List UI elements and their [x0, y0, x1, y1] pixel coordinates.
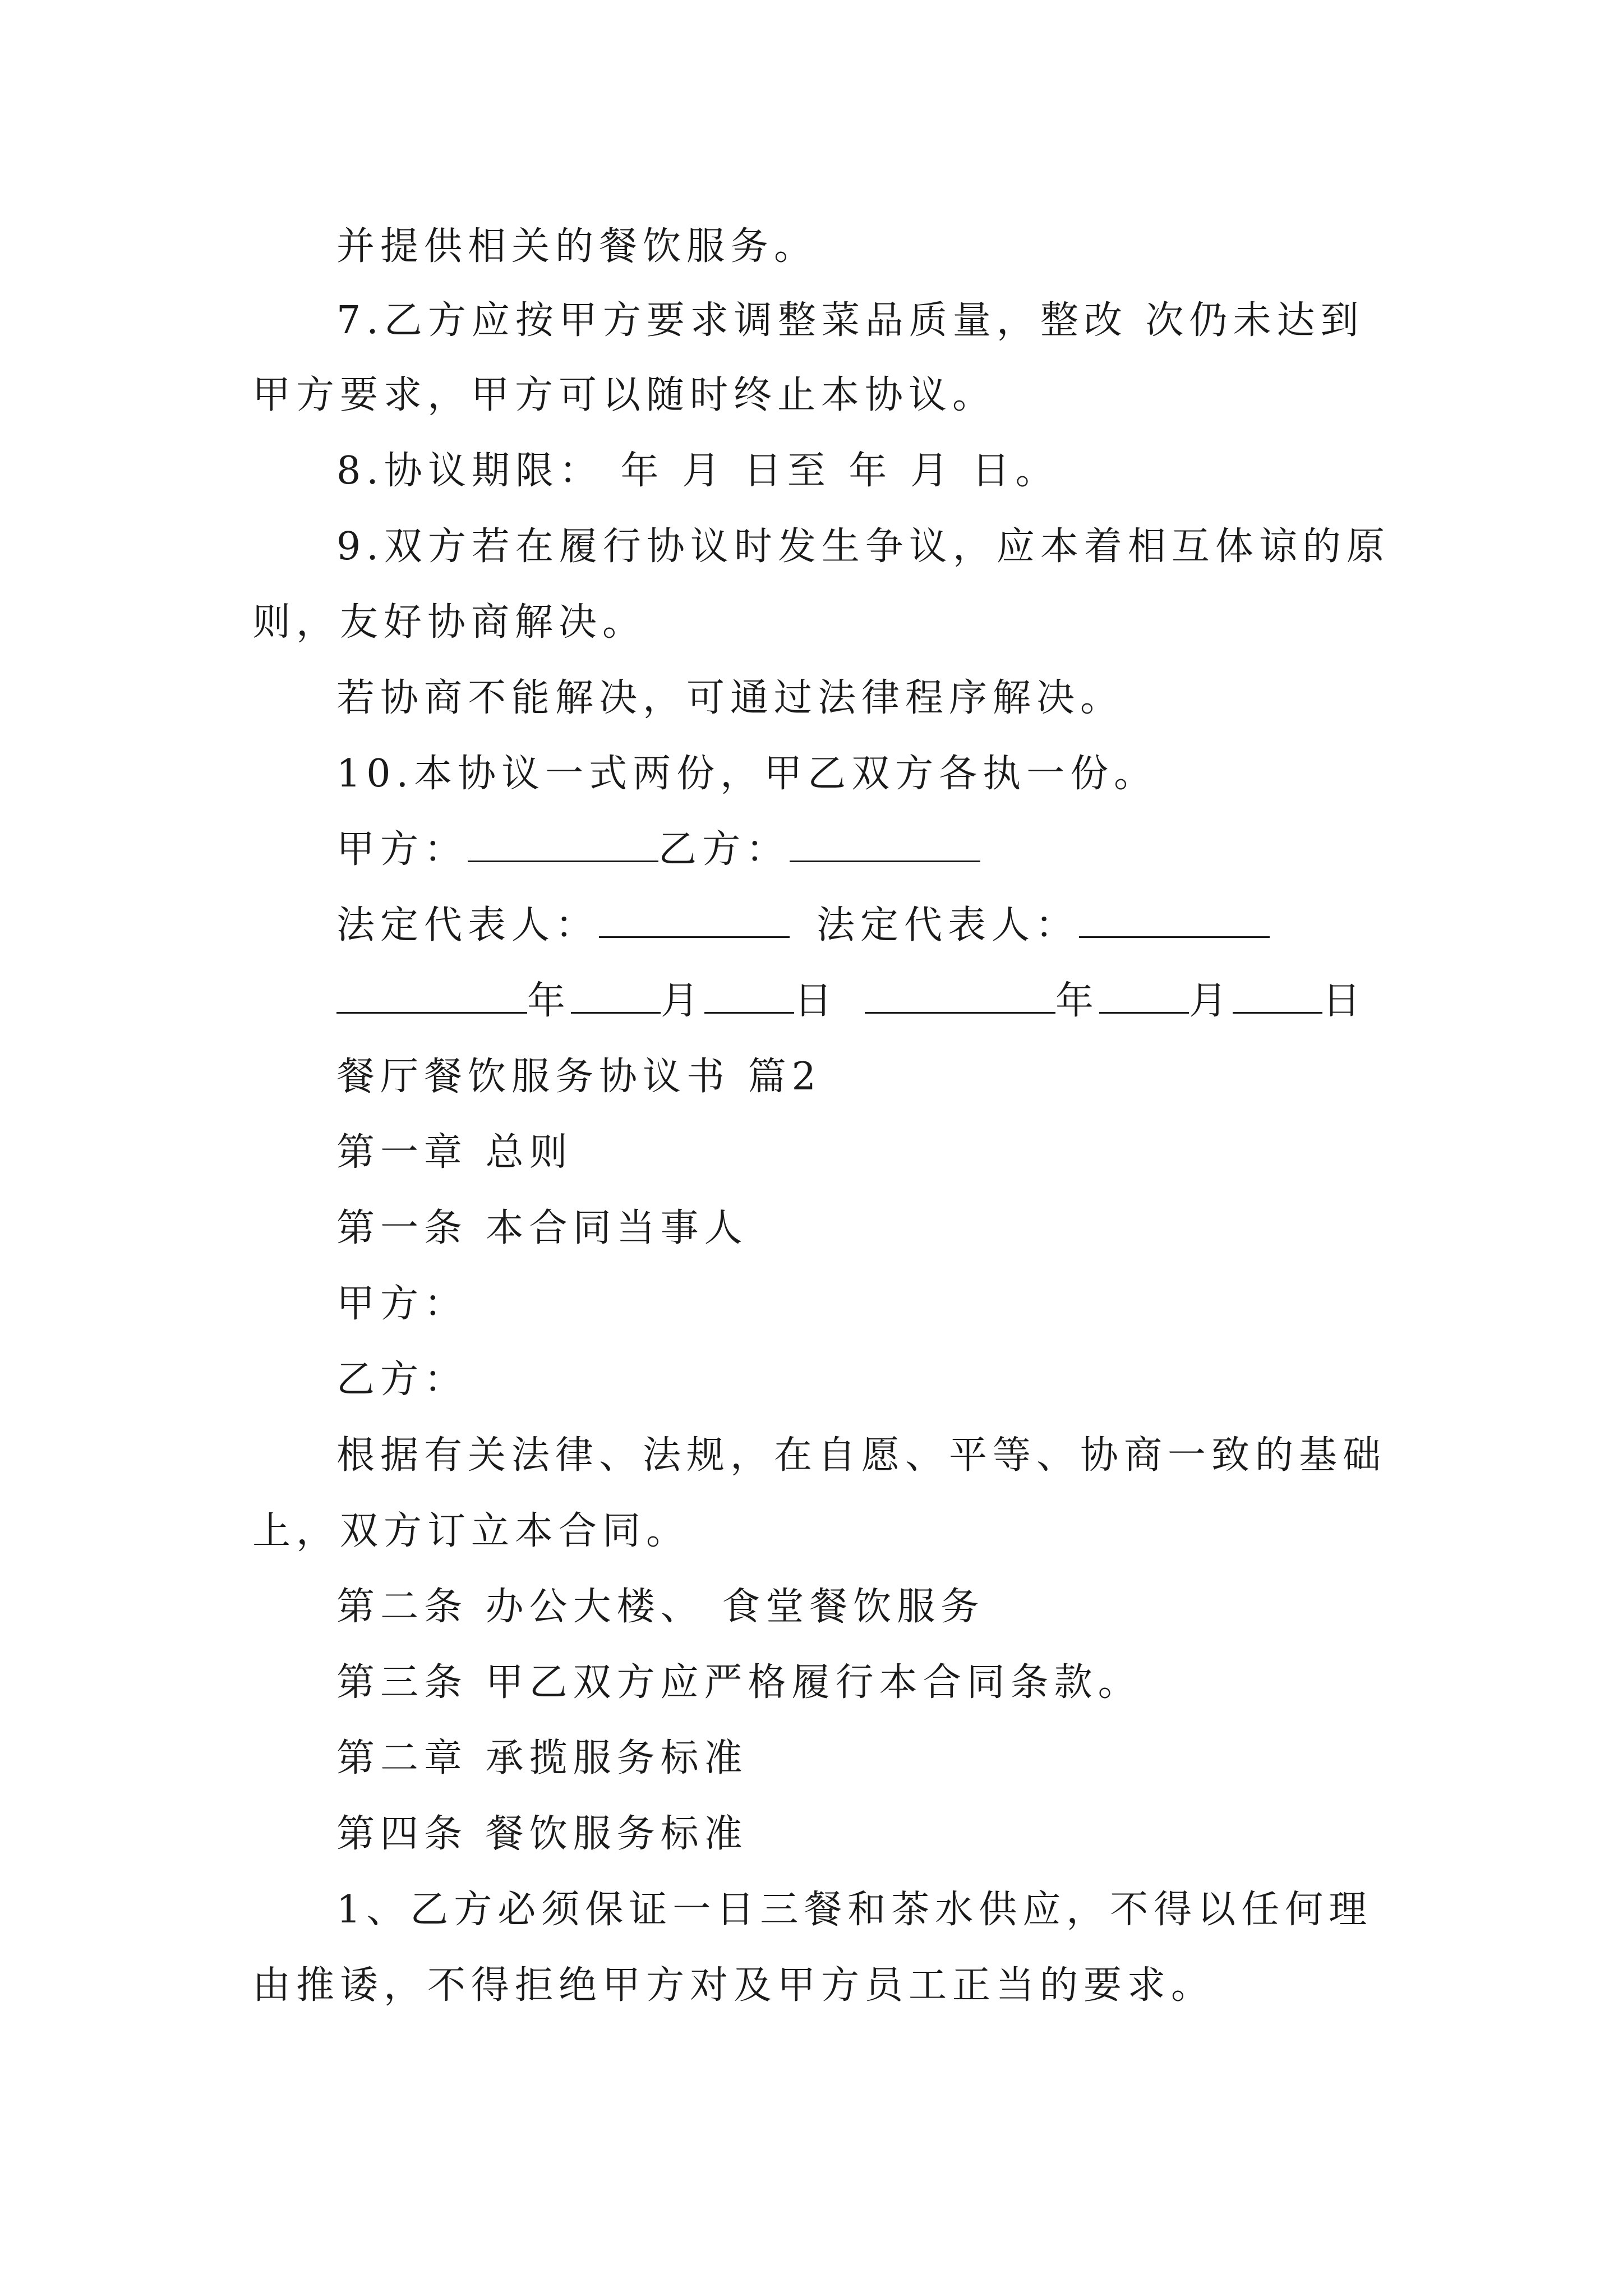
text-line: 9.双方若在履行协议时发生争议，应本着相互体谅的原	[336, 524, 1390, 569]
text-line: 8.协议期限： 年 月 日至 年 月 日。	[336, 449, 1059, 493]
chapter-heading: 第一章 总则	[336, 1130, 573, 1175]
text-line: 若协商不能解决，可通过法律程序解决。	[336, 676, 1124, 720]
day-a-label: 日	[794, 979, 838, 1023]
text-line: 由推诿，不得拒绝甲方对及甲方员工正当的要求。	[252, 1963, 1215, 2008]
party-b-blank	[790, 829, 980, 862]
year-a-label: 年	[527, 979, 571, 1023]
text-line: 7.乙方应按甲方要求调整菜品质量，整改 次仍未达到	[336, 298, 1364, 343]
representative-a-label: 法定代表人：	[336, 903, 600, 947]
article-heading: 第三条 甲乙双方应严格履行本合同条款。	[336, 1660, 1142, 1705]
article-heading: 第四条 餐饮服务标准	[336, 1812, 748, 1856]
party-a-label: 甲方：	[336, 827, 468, 872]
year-a-blank	[336, 981, 527, 1014]
party-b-field: 乙方：	[336, 1358, 468, 1402]
day-a-blank	[704, 981, 794, 1014]
section-heading: 餐厅餐饮服务协议书 篇2	[336, 1055, 822, 1099]
signature-date-line	[336, 973, 1366, 1029]
text-line: 10.本协议一式两份，甲乙双方各执一份。	[336, 752, 1158, 796]
representative-b-blank	[1079, 905, 1270, 938]
text-line: 则，友好协商解决。	[252, 600, 647, 645]
article-heading: 第二条 办公大楼、 食堂餐饮服务	[336, 1585, 985, 1629]
year-b-label: 年	[1055, 979, 1100, 1023]
text-line: 根据有关法律、法规，在自愿、平等、协商一致的基础	[336, 1433, 1387, 1478]
text-line: 1、乙方必须保证一日三餐和茶水供应，不得以任何理	[336, 1888, 1373, 1932]
year-b-blank	[865, 981, 1055, 1014]
month-b-label: 月	[1189, 979, 1233, 1023]
month-a-label: 月	[661, 979, 705, 1023]
text-line: 并提供相关的餐饮服务。	[336, 224, 818, 269]
month-b-blank	[1099, 981, 1189, 1014]
chapter-heading: 第二章 承揽服务标准	[336, 1736, 748, 1780]
representative-b-label: 法定代表人：	[817, 903, 1080, 947]
day-b-label: 日	[1322, 979, 1367, 1023]
day-b-blank	[1233, 981, 1322, 1014]
party-b-label: 乙方：	[658, 827, 790, 872]
month-a-blank	[571, 981, 661, 1014]
party-a-field: 甲方：	[336, 1282, 468, 1326]
party-a-blank	[468, 829, 658, 862]
signature-representative-line	[336, 898, 1270, 954]
signature-party-line	[336, 822, 980, 878]
article-heading: 第一条 本合同当事人	[336, 1206, 748, 1250]
text-line: 上，双方订立本合同。	[252, 1509, 690, 1553]
representative-a-blank	[599, 905, 790, 938]
text-line: 甲方要求，甲方可以随时终止本协议。	[252, 373, 997, 417]
